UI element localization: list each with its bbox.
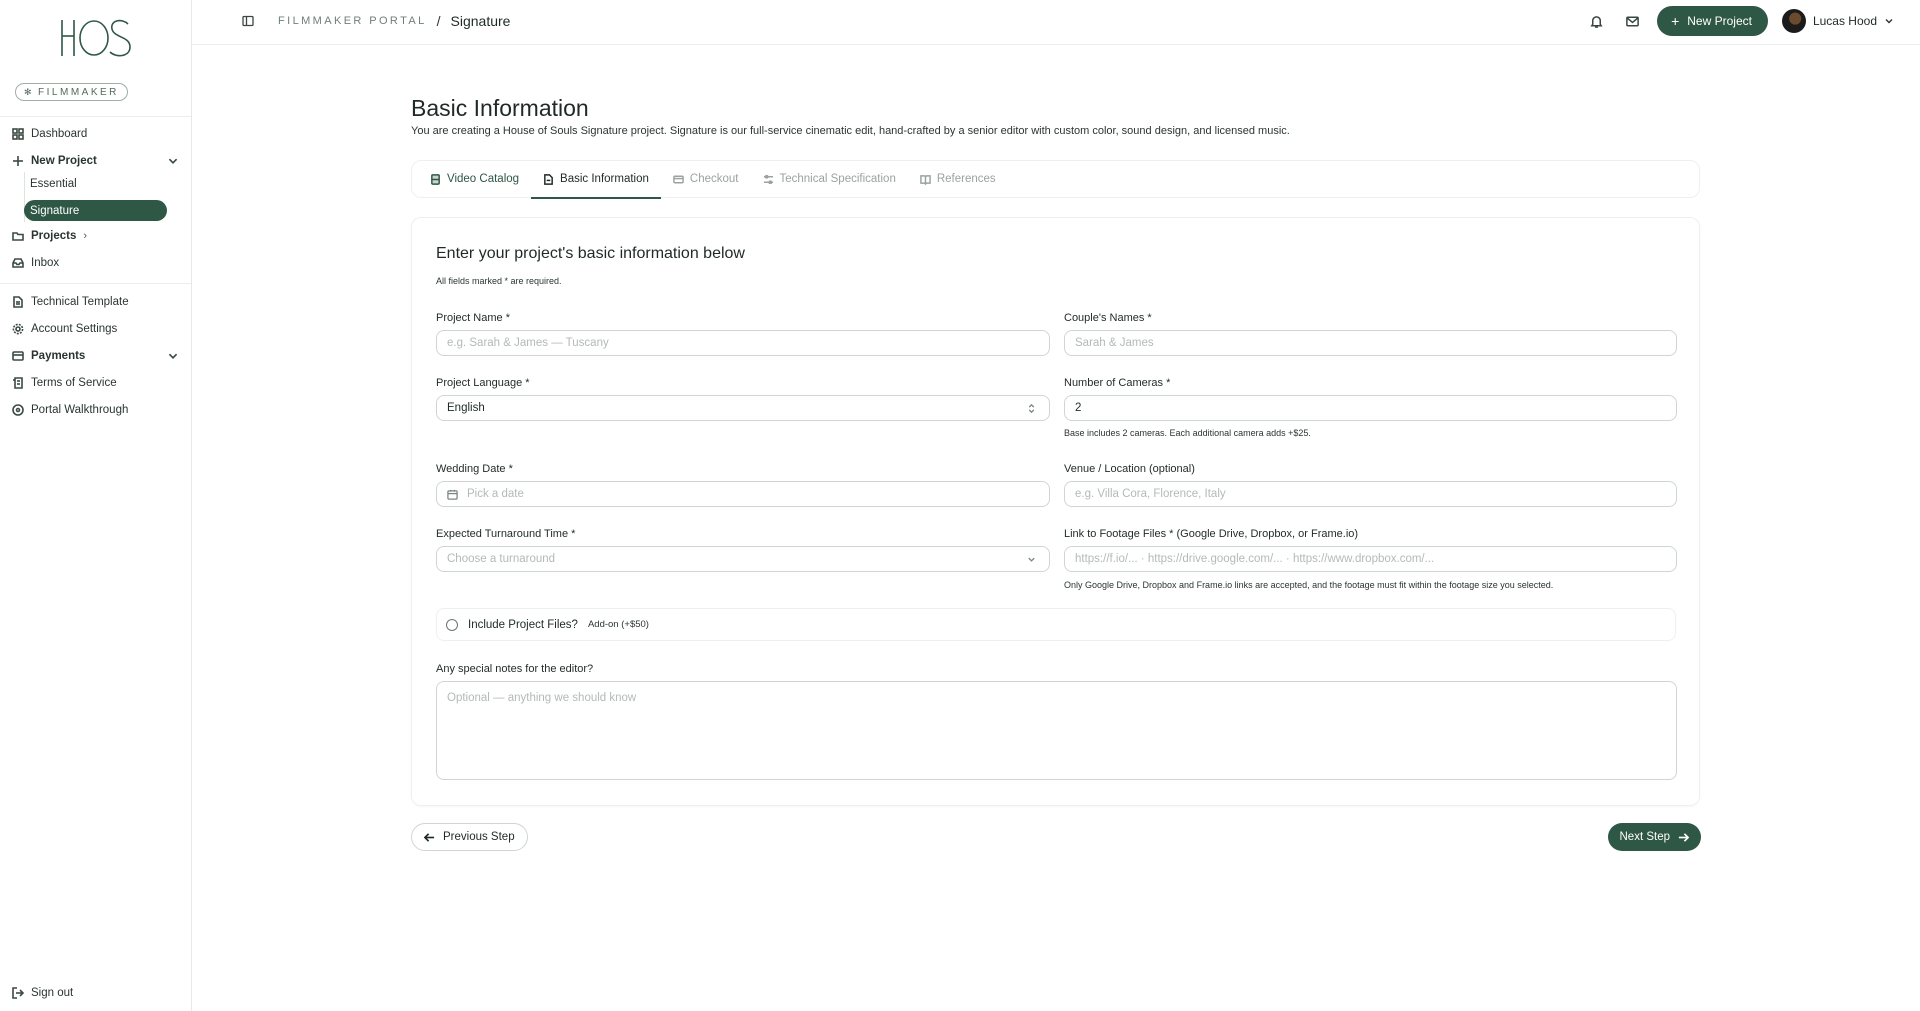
mail-icon — [1625, 14, 1640, 29]
top-bar — [192, 0, 1920, 45]
wedding-date-picker[interactable] — [436, 481, 1050, 507]
project-name-label: Project Name * — [436, 312, 510, 324]
venue-label: Venue / Location (optional) — [1064, 463, 1195, 475]
bell-icon — [1589, 14, 1604, 29]
input-value: 2 — [1075, 402, 1082, 414]
notes-textarea[interactable] — [436, 681, 1677, 780]
placeholder: Choose a turnaround — [447, 553, 556, 565]
sidebar-item-dashboard[interactable] — [12, 124, 87, 144]
notes-label: Any special notes for the editor? — [436, 663, 594, 675]
sidebar-item-technical-template[interactable] — [12, 292, 129, 312]
document-icon — [12, 296, 24, 308]
sidebar-label: Payments — [31, 350, 86, 362]
required-note: All fields marked * are required. — [436, 276, 562, 286]
hos-logo[interactable] — [56, 14, 136, 62]
sidebar-item-signature[interactable]: Signature — [24, 200, 167, 221]
chevron-down-icon — [1884, 16, 1894, 26]
arrow-right-icon — [1678, 832, 1689, 843]
button-label: New Project — [1687, 14, 1752, 28]
sidebar — [0, 0, 192, 1011]
sign-out-button[interactable] — [12, 983, 73, 1003]
sparkle-icon: ✻ — [24, 86, 35, 97]
sidebar-label: Projects — [31, 230, 77, 242]
sidebar-toggle-icon[interactable] — [242, 15, 254, 27]
tab-references[interactable] — [920, 160, 996, 198]
page-title: Basic Information — [411, 95, 589, 121]
breadcrumb-current: Signature — [450, 13, 511, 29]
scroll-icon — [12, 377, 24, 389]
user-name: Lucas Hood — [1812, 14, 1877, 28]
chevron-right-icon: › — [83, 230, 88, 242]
book-icon — [920, 174, 931, 185]
tab-label: Video Catalog — [447, 173, 520, 185]
venue-input[interactable] — [1064, 481, 1677, 507]
tab-label: References — [936, 173, 996, 185]
arrow-left-icon — [424, 832, 435, 843]
previous-step-button[interactable] — [411, 823, 528, 851]
breadcrumb — [242, 13, 510, 29]
plus-icon — [12, 155, 24, 167]
chevron-updown-icon — [1026, 403, 1037, 414]
placeholder: Pick a date — [467, 488, 524, 500]
basic-info-form — [411, 217, 1700, 806]
gear-icon — [12, 323, 24, 335]
credit-card-icon — [673, 174, 684, 185]
tab-label: Technical Specification — [779, 173, 896, 185]
button-label: Next Step — [1619, 831, 1670, 843]
project-language-select[interactable] — [436, 395, 1050, 421]
compass-icon — [12, 404, 24, 416]
sidebar-item-payments[interactable] — [12, 346, 179, 366]
placeholder: Sarah & James — [1075, 337, 1154, 349]
couples-names-label: Couple's Names * — [1064, 312, 1152, 324]
sidebar-item-essential[interactable]: Essential — [30, 178, 77, 190]
user-menu[interactable] — [1782, 9, 1894, 33]
chevron-down-icon — [1026, 554, 1037, 565]
sidebar-label: Terms of Service — [31, 377, 117, 389]
sidebar-label: Account Settings — [31, 323, 118, 335]
next-step-button[interactable] — [1608, 823, 1702, 851]
tab-label: Basic Information — [560, 173, 649, 185]
placeholder: e.g. Villa Cora, Florence, Italy — [1075, 488, 1226, 500]
sidebar-item-new-project[interactable] — [12, 151, 179, 171]
sidebar-label: New Project — [31, 155, 97, 167]
sidebar-label: Technical Template — [31, 296, 129, 308]
tab-video-catalog[interactable] — [430, 160, 519, 198]
messages-button[interactable] — [1621, 10, 1643, 32]
footage-link-input[interactable] — [1064, 546, 1677, 572]
inbox-icon — [12, 257, 24, 269]
tab-technical-specification[interactable] — [763, 160, 896, 198]
project-files-option[interactable] — [436, 608, 1676, 641]
sidebar-item-account-settings[interactable] — [12, 319, 117, 339]
sidebar-label: Sign out — [31, 987, 74, 999]
filmmaker-badge — [15, 83, 128, 101]
grid-icon — [12, 128, 24, 140]
calendar-icon — [447, 489, 458, 500]
placeholder: e.g. Sarah & James — Tuscany — [447, 337, 609, 349]
step-tabs — [411, 160, 1700, 198]
sidebar-label: Dashboard — [31, 128, 88, 140]
addon-price: Add-on (+$50) — [587, 619, 649, 630]
placeholder: https://f.io/... · https://drive.google.com/... · https://www.dropbox.com/... — [1075, 553, 1435, 565]
cameras-label: Number of Cameras * — [1064, 377, 1171, 389]
project-files-checkbox[interactable] — [446, 619, 458, 631]
sidebar-item-terms[interactable] — [12, 373, 117, 393]
project-files-label: Include Project Files? — [468, 618, 578, 631]
sidebar-label: Inbox — [31, 257, 60, 269]
divider — [0, 116, 191, 117]
cameras-help: Base includes 2 cameras. Each additional camera adds +$25. — [1064, 428, 1311, 438]
couples-names-input[interactable] — [1064, 330, 1677, 356]
footage-link-help: Only Google Drive, Dropbox and Frame.io links are accepted, and the footage must fit within the footage size you selected. — [1064, 580, 1554, 590]
document-icon — [543, 174, 554, 185]
divider — [0, 283, 191, 284]
tab-basic-information[interactable] — [543, 160, 649, 198]
folder-icon — [12, 230, 24, 242]
avatar — [1782, 9, 1806, 33]
film-icon — [430, 174, 441, 185]
select-value: English — [447, 402, 485, 414]
project-language-label: Project Language * — [436, 377, 530, 389]
cameras-input[interactable] — [1064, 395, 1677, 421]
tab-checkout[interactable] — [673, 160, 739, 198]
sidebar-item-walkthrough[interactable] — [12, 400, 128, 420]
wallet-icon — [12, 350, 24, 362]
sidebar-label: Portal Walkthrough — [31, 404, 129, 416]
tab-label: Checkout — [689, 173, 739, 185]
button-label: Previous Step — [443, 831, 515, 843]
notifications-button[interactable] — [1585, 10, 1607, 32]
placeholder: Optional — anything we should know — [447, 692, 637, 704]
breadcrumb-separator: / — [436, 13, 441, 29]
footage-link-label: Link to Footage Files * (Google Drive, Dropbox, or Frame.io) — [1064, 528, 1359, 540]
new-project-button[interactable] — [1657, 6, 1768, 36]
wedding-date-label: Wedding Date * — [436, 463, 513, 475]
header-actions — [1585, 6, 1894, 36]
page-description: You are creating a House of Souls Signature project. Signature is our full-service cinematic edit, hand-crafted by a senior editor with custom color, sound design, and licensed music. — [411, 125, 1290, 137]
breadcrumb-portal[interactable]: FILMMAKER PORTAL — [278, 15, 427, 27]
turnaround-select[interactable] — [436, 546, 1050, 572]
plus-icon: + — [1671, 13, 1680, 29]
sidebar-item-projects[interactable] — [12, 226, 87, 246]
chevron-down-icon[interactable] — [167, 350, 179, 362]
form-heading: Enter your project's basic information below — [436, 245, 745, 262]
turnaround-label: Expected Turnaround Time * — [436, 528, 576, 540]
logout-icon — [12, 987, 24, 999]
sidebar-item-inbox[interactable] — [12, 253, 59, 273]
project-name-input[interactable] — [436, 330, 1050, 356]
sliders-icon — [763, 174, 774, 185]
chevron-down-icon[interactable] — [167, 155, 179, 167]
badge-label: FILMMAKER — [38, 86, 119, 98]
